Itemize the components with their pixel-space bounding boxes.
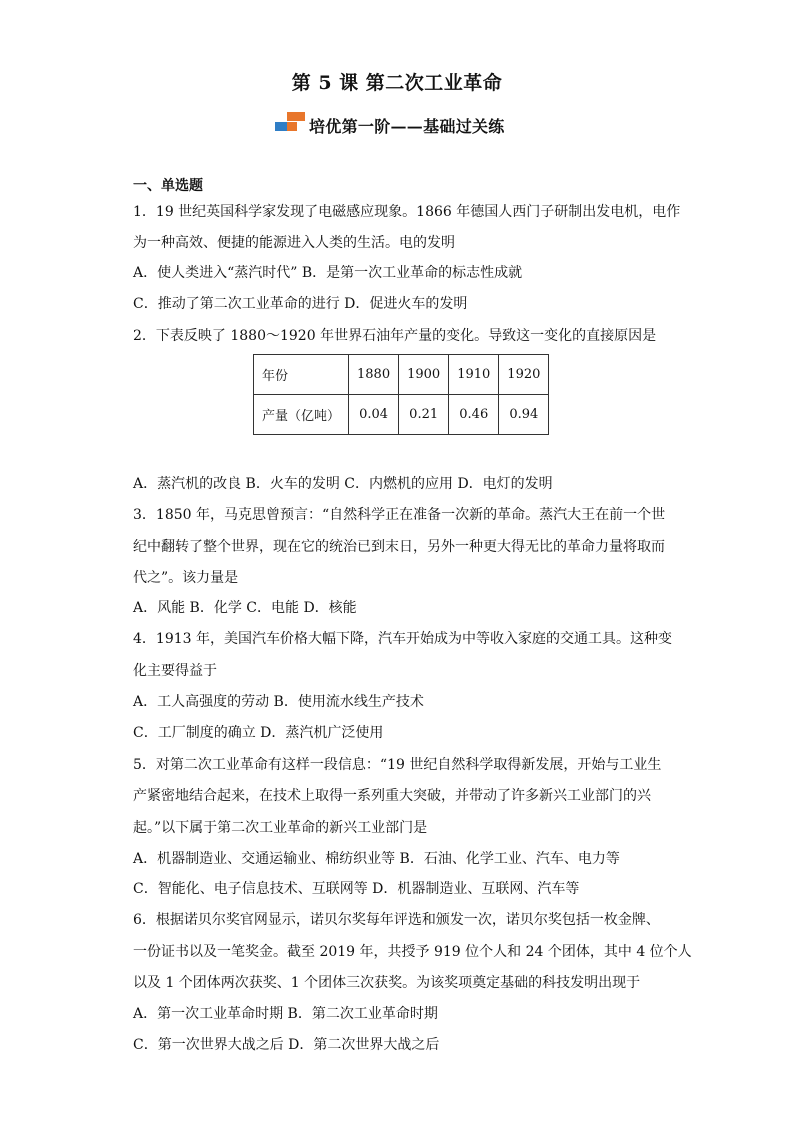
q4-stem-line1: 4．1913 年，美国汽车价格大幅下降，汽车开始成为中等收入家庭的交通工具。这种变 [133, 631, 672, 647]
table-row [254, 395, 549, 435]
q5-stem-line1: 5．对第二次工业革命有这样一段信息：“19 世纪自然科学取得新发展，开始与工业生 [133, 757, 662, 773]
q2-stem-line1: 2．下表反映了 1880～1920 年世界石油年产量的变化。导致这一变化的直接原因是 [133, 328, 657, 344]
subtitle: 培优第一阶——基础过关练 [309, 116, 505, 136]
section-heading: 一、单选题 [133, 178, 203, 194]
q3-stem-line2: 纪中翻转了整个世界，现在它的统治已到末日，另外一种更大得无比的革命力量将取而 [133, 539, 665, 555]
q5-stem-line2: 产紧密地结合起来，在技术上取得一系列重大突破，并带动了许多新兴工业部门的兴 [133, 788, 651, 804]
q2-options: A．蒸汽机的改良 B．火车的发明 C．内燃机的应用 D．电灯的发明 [133, 476, 553, 492]
table-row-label: 产量（亿吨） [254, 395, 349, 435]
q4-stem-line2: 化主要得益于 [133, 663, 217, 679]
q5-stem-line3: 起。”以下属于第二次工业革命的新兴工业部门是 [133, 820, 428, 836]
q5-options-line2: C．智能化、电子信息技术、互联网等 D．机器制造业、互联网、汽车等 [133, 881, 580, 897]
q6-stem-line2: 一份证书以及一笔奖金。截至 2019 年，共授予 919 位个人和 24 个团体，其中 4 位个人 [133, 944, 692, 960]
table-row [254, 355, 549, 395]
table-cell: 0.94 [499, 395, 549, 435]
lesson-title: 第 5 课 第二次工业革命 [291, 72, 503, 94]
q4-options-line2: C．工厂制度的确立 D．蒸汽机广泛使用 [133, 725, 384, 741]
q6-stem-line1: 6．根据诺贝尔奖官网显示，诺贝尔奖每年评选和颁发一次，诺贝尔奖包括一枚金牌、 [133, 912, 660, 928]
table-cell: 0.04 [349, 395, 399, 435]
q1-options-line1: A．使人类进入“蒸汽时代” B．是第一次工业革命的标志性成就 [133, 265, 523, 281]
q6-stem-line3: 以及 1 个团体两次获奖、1 个团体三次获奖。为该奖项奠定基础的科技发明出现于 [133, 975, 641, 991]
q1-stem-line1: 1．19 世纪英国科学家发现了电磁感应现象。1866 年德国人西门子研制出发电机，电作 [133, 204, 681, 220]
q6-options-line2: C．第一次世界大战之后 D．第二次世界大战之后 [133, 1037, 440, 1053]
q3-options: A．风能 B．化学 C．电能 D．核能 [133, 600, 357, 616]
q4-options-line1: A．工人高强度的劳动 B．使用流水线生产技术 [133, 694, 424, 710]
table-cell: 1920 [499, 355, 549, 395]
table-cell: 1900 [399, 355, 449, 395]
stair-blocks-icon [275, 112, 305, 138]
q5-options-line1: A．机器制造业、交通运输业、棉纺织业等 B．石油、化学工业、汽车、电力等 [133, 851, 620, 867]
q6-options-line1: A．第一次工业革命时期 B．第二次工业革命时期 [133, 1006, 438, 1022]
oil-output-table [253, 354, 549, 435]
table-cell: 0.21 [399, 395, 449, 435]
q1-options-line2: C．推动了第二次工业革命的进行 D．促进火车的发明 [133, 296, 468, 312]
table-cell: 0.46 [449, 395, 499, 435]
subtitle-block [275, 108, 505, 142]
table-cell: 1910 [449, 355, 499, 395]
q3-stem-line3: 代之”。该力量是 [133, 570, 239, 586]
q3-stem-line1: 3．1850 年，马克思曾预言：“自然科学正在准备一次新的革命。蒸汽大王在前一个世 [133, 507, 666, 523]
table-header-label: 年份 [254, 355, 349, 395]
q1-stem-line2: 为一种高效、便捷的能源进入人类的生活。电的发明 [133, 235, 455, 251]
table-cell: 1880 [349, 355, 399, 395]
